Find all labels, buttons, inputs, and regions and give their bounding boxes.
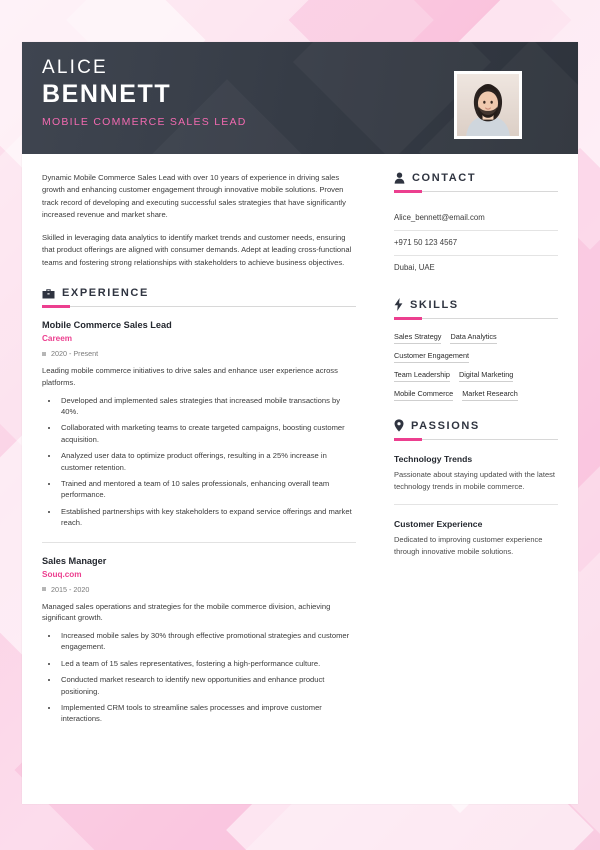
- job-bullet: • Increased mobile sales by 30% through effective promotional strategies and customer engagement.: [59, 630, 356, 653]
- briefcase-icon: [42, 288, 55, 299]
- contact-email[interactable]: Alice_bennett@email.com: [394, 206, 558, 231]
- experience-divider: [42, 542, 356, 543]
- summary-section: [42, 172, 356, 269]
- summary-paragraph-2: Skilled in leveraging data analytics to identify market trends and customer needs, ensuring that product offerings are aligned with consumer demands. Adept at leading cross-functional teams and fostering strong relationships with stakeholders to achieve business objectives.: [42, 233, 352, 267]
- resume-card: [22, 42, 578, 804]
- passion-text: Dedicated to improving customer experience through innovative mobile solutions.: [394, 535, 543, 556]
- skill-tag: Data Analytics: [450, 332, 496, 344]
- job-bullet: • Trained and mentored a team of 10 sales professionals, enhancing overall team performance.: [59, 478, 356, 501]
- job-bullet: • Analyzed user data to optimize product offerings, resulting in a 25% increase in customer retention.: [59, 450, 356, 473]
- passion-title: Customer Experience: [394, 519, 483, 530]
- skills-row: [394, 351, 558, 363]
- resume-header: [22, 42, 578, 154]
- skill-tag: Customer Engagement: [394, 351, 469, 363]
- section-rule: [42, 306, 356, 307]
- job-company: Careem: [42, 334, 73, 344]
- first-name: ALICE: [42, 57, 108, 78]
- skills-heading: [394, 298, 558, 311]
- location-pin-icon: [394, 419, 404, 432]
- job-description: Leading mobile commerce initiatives to drive sales and enhance user experience across platforms.: [42, 366, 338, 387]
- job-date-text: 2015 - 2020: [51, 584, 90, 594]
- section-rule: [394, 191, 558, 192]
- passions-title: PASSIONS: [411, 419, 480, 432]
- passion-item: [394, 454, 558, 492]
- experience-heading: [42, 287, 356, 299]
- experience-item: [42, 556, 356, 725]
- experience-item: [42, 320, 356, 528]
- skills-row: [394, 332, 558, 344]
- profile-photo-icon: [457, 74, 519, 136]
- skill-tag: Team Leadership: [394, 370, 450, 382]
- date-marker-icon: [42, 352, 46, 356]
- job-bullet: • Led a team of 15 sales representatives, fostering a high-performance culture.: [59, 658, 356, 669]
- name-block: [42, 58, 247, 128]
- skill-tag: Mobile Commerce: [394, 389, 453, 401]
- skill-tag: Market Research: [462, 389, 518, 401]
- avatar: [454, 71, 522, 139]
- contact-list: [394, 206, 558, 280]
- job-company: Souq.com: [42, 569, 82, 579]
- date-marker-icon: [42, 587, 46, 591]
- job-date: [42, 349, 356, 358]
- job-bullet: • Established partnerships with key stakeholders to expand service offerings and market reach.: [59, 506, 356, 529]
- job-bullet: • Conducted market research to identify new opportunities and enhance product positioning.: [59, 674, 356, 697]
- job-role: Sales Manager: [42, 555, 107, 566]
- job-date: [42, 585, 356, 594]
- job-bullets: [42, 395, 356, 529]
- skill-tag: Sales Strategy: [394, 332, 441, 344]
- person-icon: [394, 172, 405, 184]
- experience-title: EXPERIENCE: [62, 287, 149, 300]
- job-bullet: • Implemented CRM tools to streamline sales processes and improve customer interactions.: [59, 702, 356, 725]
- skills-row: [394, 389, 558, 401]
- last-name: BENNETT: [42, 79, 172, 108]
- job-bullets: [42, 630, 356, 725]
- contact-title: CONTACT: [412, 172, 477, 184]
- skill-tag: Digital Marketing: [459, 370, 513, 382]
- job-bullet: • Developed and implemented sales strategies that increased mobile transactions by 40%.: [59, 395, 356, 418]
- passion-item: [394, 519, 558, 557]
- contact-section: [394, 172, 558, 280]
- passions-heading: [394, 419, 558, 432]
- skills-row: [394, 370, 558, 382]
- passions-section: [394, 419, 558, 558]
- passion-title: Technology Trends: [394, 454, 473, 464]
- passion-divider: [394, 504, 558, 505]
- job-role: Mobile Commerce Sales Lead: [42, 320, 172, 331]
- section-rule: [394, 318, 558, 319]
- passion-text: Passionate about staying updated with the latest technology trends in mobile commerce.: [394, 470, 555, 491]
- resume-body: [22, 154, 578, 804]
- contact-location: Dubai, UAE: [394, 263, 435, 272]
- summary-paragraph-1: Dynamic Mobile Commerce Sales Lead with over 10 years of experience in driving sales growth and enhancing customer engagement through innovative mobile solutions. Proven track record of developing and executing successful sales strategies that have significantly increased revenue and market share.: [42, 173, 346, 219]
- skills-section: [394, 298, 558, 401]
- right-column: [378, 154, 578, 804]
- contact-phone[interactable]: +971 50 123 4567: [394, 231, 558, 256]
- section-rule: [394, 439, 558, 440]
- skills-list: [394, 332, 558, 401]
- skills-title: SKILLS: [410, 298, 459, 311]
- job-date-text: 2020 - Present: [51, 349, 99, 359]
- job-description: Managed sales operations and strategies for the mobile commerce division, achieving significant growth.: [42, 601, 331, 623]
- lightning-icon: [394, 298, 403, 311]
- contact-heading: [394, 172, 558, 184]
- left-column: [22, 154, 378, 804]
- job-bullet: • Collaborated with marketing teams to create targeted campaigns, boosting customer acquisition.: [59, 422, 356, 445]
- experience-section: [42, 287, 356, 725]
- job-title: MOBILE COMMERCE SALES LEAD: [42, 115, 247, 128]
